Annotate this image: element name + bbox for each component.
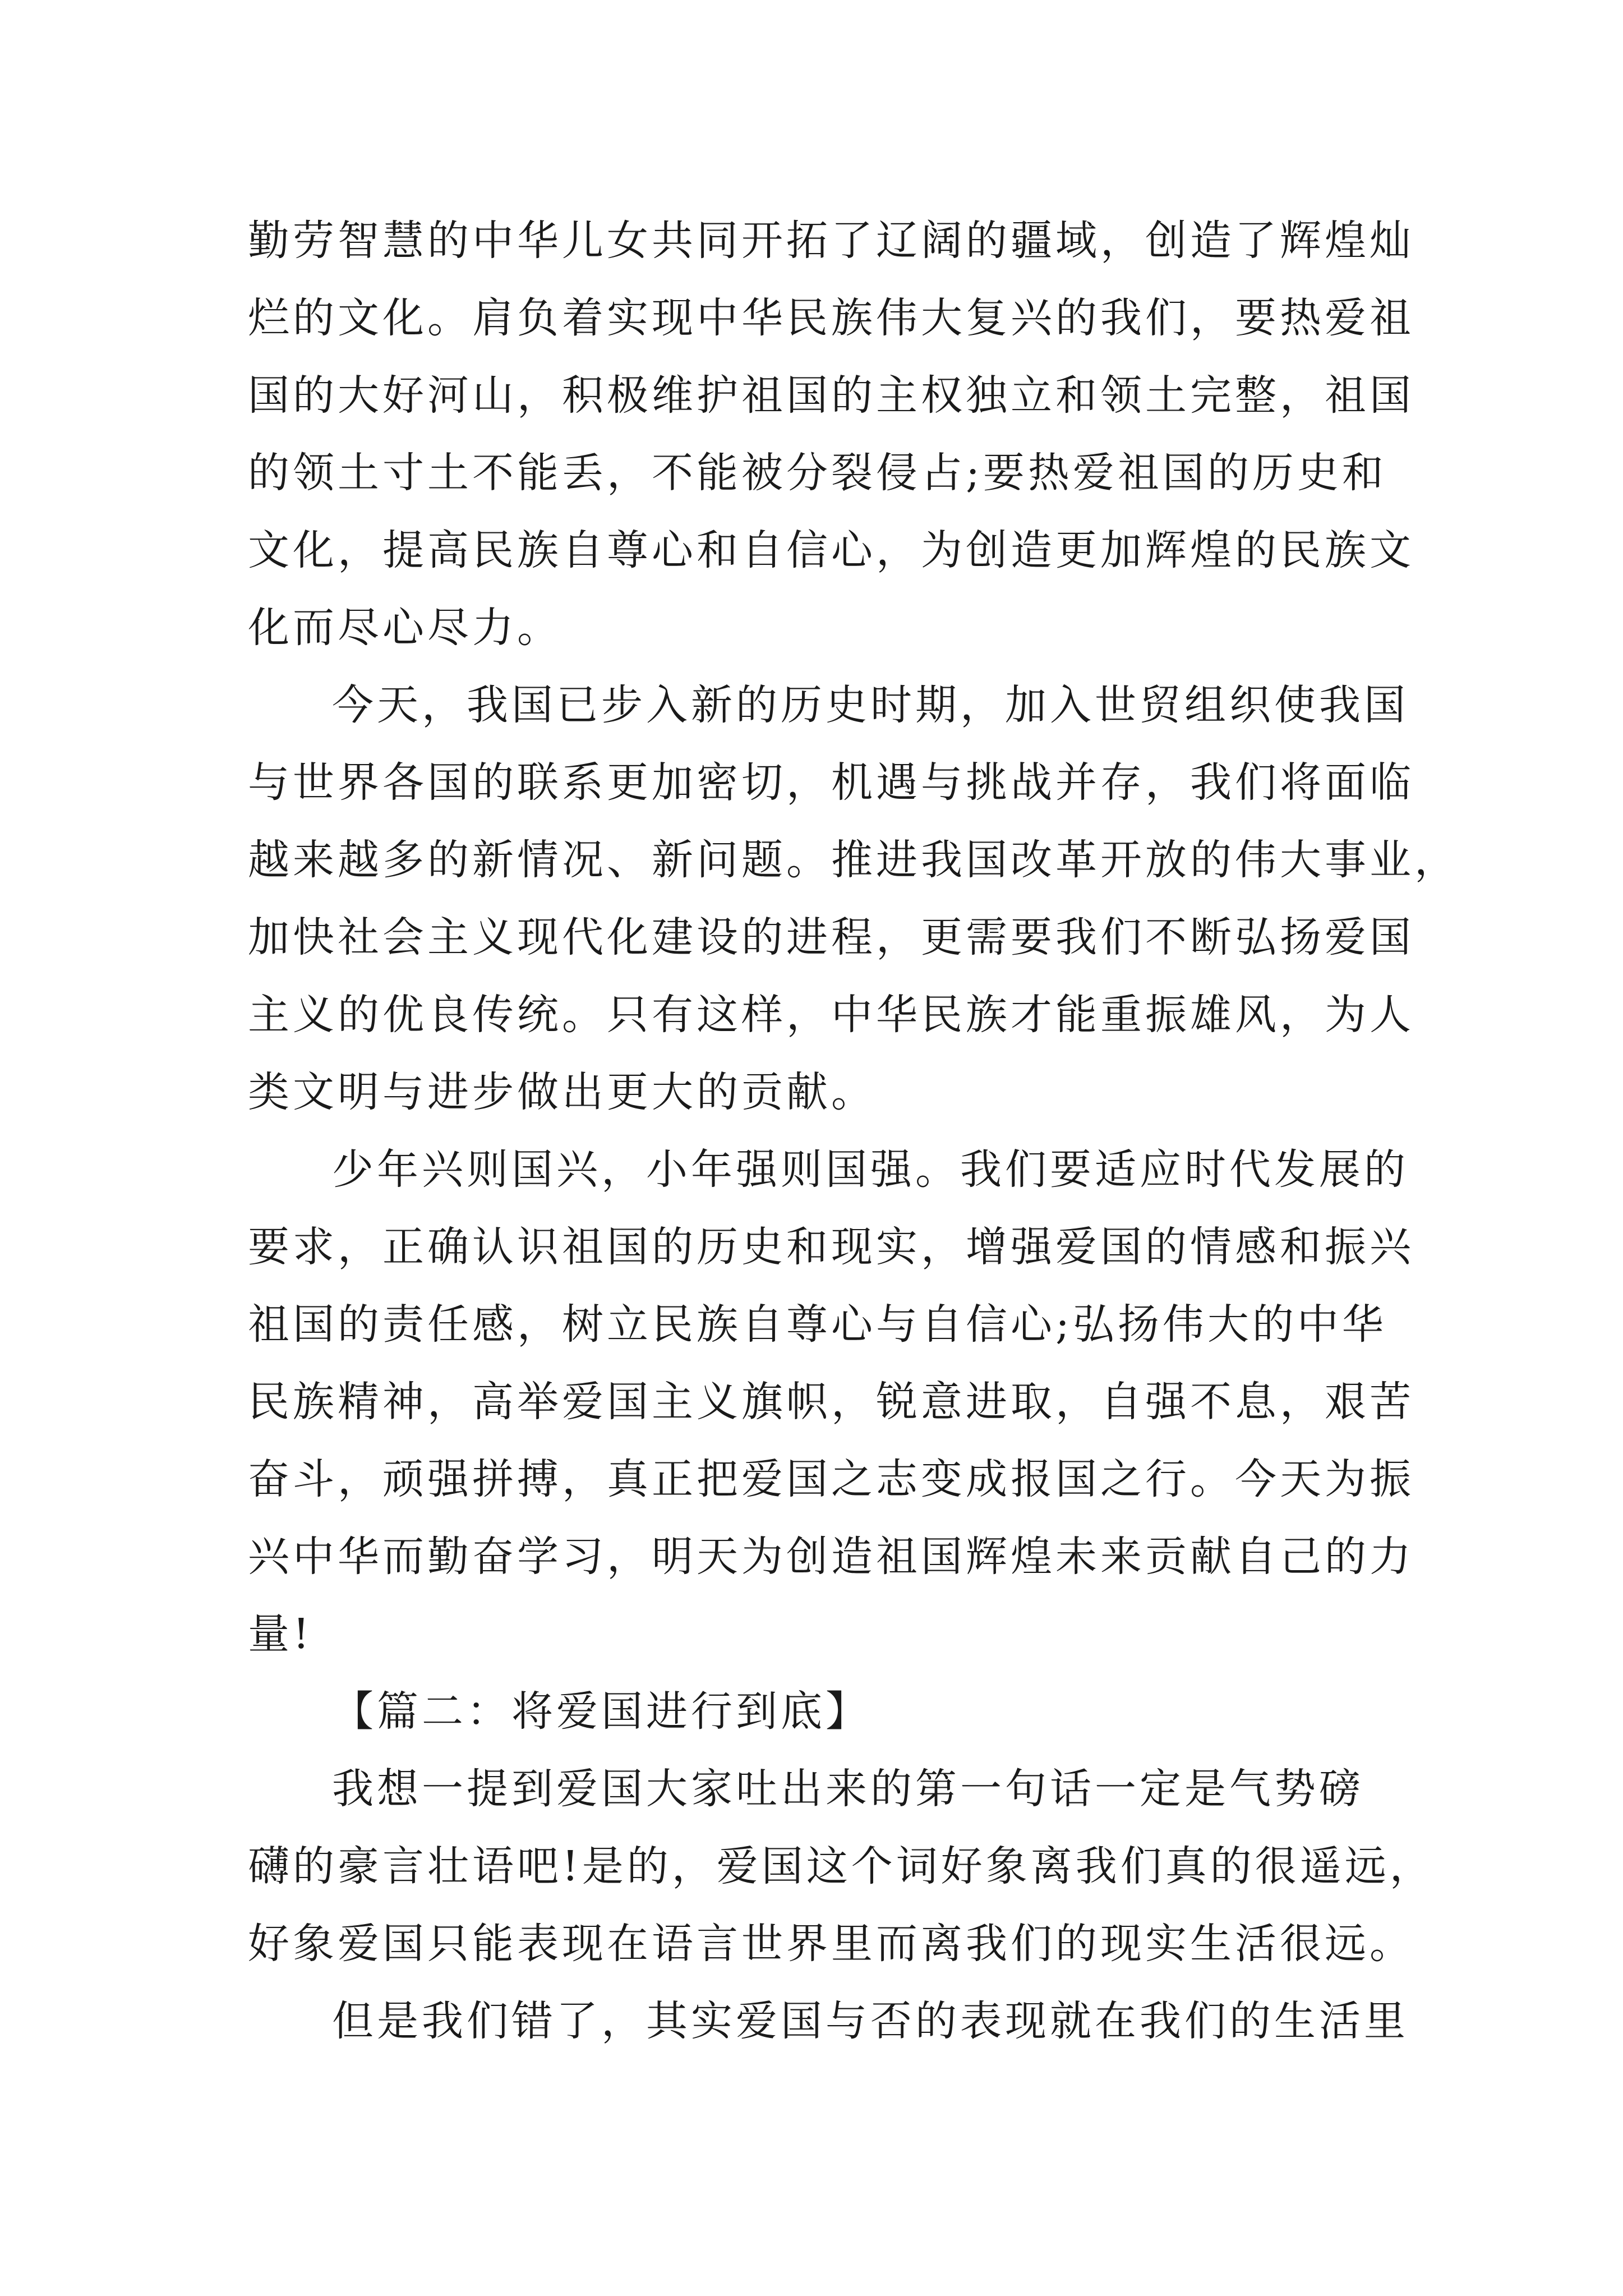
paragraph-first-line: 今天，我国已步入新的历史时期，加入世贸组织使我国: [332, 681, 1409, 729]
text-line: 勤劳智慧的中华儿女共同开拓了辽阔的疆域，创造了辉煌灿: [248, 217, 1414, 265]
text-line: 国的大好河山，积极维护祖国的主权独立和领土完整，祖国: [248, 371, 1414, 420]
text-line: 文化，提高民族自尊心和自信心，为创造更加辉煌的民族文: [248, 526, 1414, 574]
text-line: 祖国的责任感，树立民族自尊心与自信心;弘扬伟大的中华: [248, 1300, 1387, 1349]
paragraph-first-line: 但是我们错了，其实爱国与否的表现就在我们的生活里: [332, 1997, 1409, 2045]
section-heading: 【篇二：将爱国进行到底】: [332, 1687, 870, 1736]
text-line: 类文明与进步做出更大的贡献。: [248, 1068, 876, 1116]
paragraph-first-line: 少年兴则国兴，小年强则国强。我们要适应时代发展的: [332, 1145, 1409, 1194]
text-line: 礴的豪言壮语吧!是的，爱国这个词好象离我们真的很遥远，: [248, 1842, 1435, 1890]
text-line: 好象爱国只能表现在语言世界里而离我们的现实生活很远。: [248, 1920, 1414, 1968]
text-line: 越来越多的新情况、新问题。推进我国改革开放的伟大事业，: [248, 836, 1459, 884]
text-line: 要求，正确认识祖国的历史和现实，增强爱国的情感和振兴: [248, 1223, 1414, 1271]
text-line: 加快社会主义现代化建设的进程，更需要我们不断弘扬爱国: [248, 913, 1414, 961]
text-line: 主义的优良传统。只有这样，中华民族才能重振雄风，为人: [248, 991, 1414, 1039]
text-line: 量!: [248, 1610, 313, 1658]
text-line: 奋斗，顽强拼搏，真正把爱国之志变成报国之行。今天为振: [248, 1455, 1414, 1503]
text-line: 化而尽心尽力。: [248, 604, 562, 652]
text-line: 民族精神，高举爱国主义旗帜，锐意进取，自强不息，艰苦: [248, 1378, 1414, 1426]
text-line: 的领土寸土不能丢，不能被分裂侵占;要热爱祖国的历史和: [248, 449, 1387, 497]
body-text: [248, 202, 1459, 2060]
text-line: 与世界各国的联系更加密切，机遇与挑战并存，我们将面临: [248, 758, 1414, 807]
text-line: 烂的文化。肩负着实现中华民族伟大复兴的我们，要热爱祖: [248, 294, 1414, 342]
paragraph-first-line: 我想一提到爱国大家吐出来的第一句话一定是气势磅: [332, 1765, 1364, 1813]
text-line: 兴中华而勤奋学习，明天为创造祖国辉煌未来贡献自己的力: [248, 1533, 1414, 1581]
